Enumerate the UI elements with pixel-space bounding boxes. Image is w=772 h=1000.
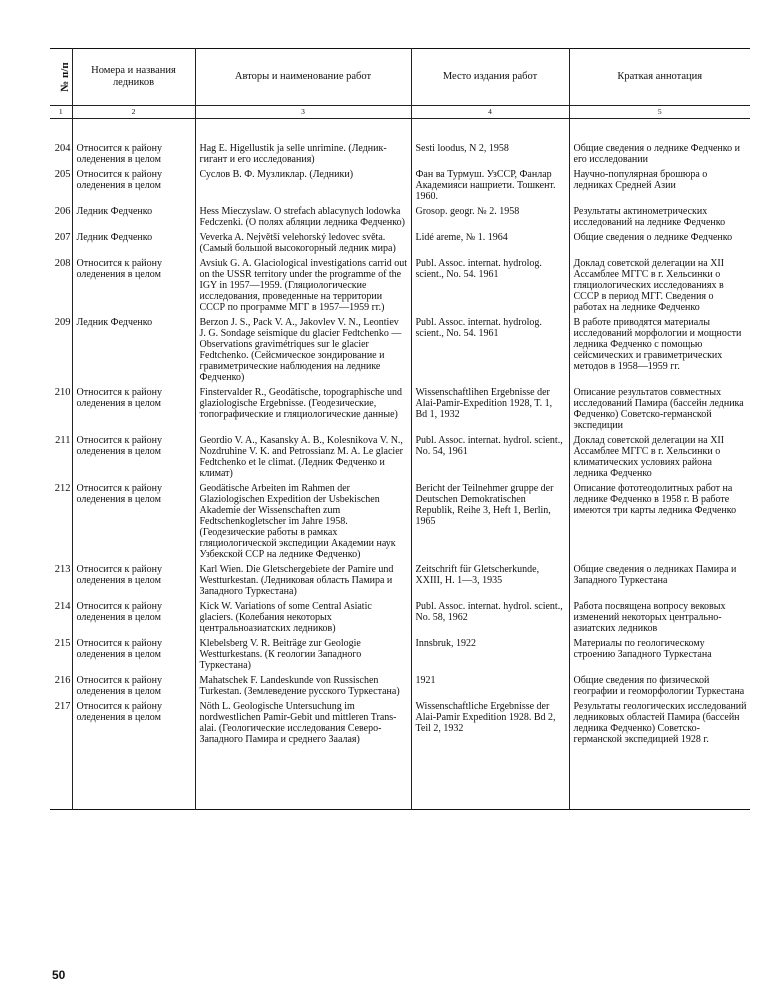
- entry-publication-place: Publ. Assoc. internat. hydrolog. scient., No. 54. 1961: [411, 315, 569, 385]
- entry-number: 211: [55, 435, 71, 446]
- entry-author-title: Berzon J. S., Pack V. A., Jakovlev V. N., Leontiev J. G. Sondage seismique du glacier Fedtchenko — Observations gravimétriques sur le glacier Fedtchenko. (Сейсмическое зондирование и гравиметрические наблюдения на леднике Федченко): [195, 315, 411, 385]
- entry-annotation: Общие сведения по физической географии и геоморфологии Туркестана: [569, 673, 750, 699]
- table-row: [50, 315, 750, 385]
- entry-author-title: Finstervalder R., Geodätische, topographische und glaziologische Ergebnisse. (Геодезические, топографические и гляциологические данные): [195, 385, 411, 433]
- entry-glacier: Относится к району оледенения в целом: [72, 256, 195, 315]
- entry-author-title: Avsiuk G. A. Glaciological investigations carrid out on the USSR territory under the programme of the IGY in 1957—1959. (Гляциологические исследования, проведенные на территории СССР по программе МГГ в 1957—1959 гг.): [195, 256, 411, 315]
- entry-author-title: Суслов В. Ф. Музликлар. (Ледники): [195, 167, 411, 204]
- entry-annotation: Результаты актинометрических исследований на леднике Федченко: [569, 204, 750, 230]
- column-number: 3: [195, 106, 411, 119]
- entry-annotation: Результаты геологических исследований ледниковых областей Памира (бассейн ледника Федченко) Советско-германской экспедицией 1928 г.: [569, 699, 750, 747]
- entry-annotation: Общие сведения о ледниках Памира и Западного Туркестана: [569, 562, 750, 599]
- bibliography-table: [50, 48, 750, 810]
- table-row: [50, 204, 750, 230]
- header-place: Место издания работ: [411, 49, 569, 106]
- entry-number: 210: [54, 387, 71, 398]
- entry-glacier: Ледник Федченко: [72, 204, 195, 230]
- entry-number: 213: [54, 564, 71, 575]
- entry-author-title: Kick W. Variations of some Central Asiatic glaciers. (Колебания некоторых центральноазиатских ледников): [195, 599, 411, 636]
- entry-annotation: Работа посвящена вопросу вековых изменений некоторых центрально-азиатских ледников: [569, 599, 750, 636]
- entry-glacier: Относится к району оледенения в целом: [72, 481, 195, 562]
- entry-author-title: Veverka A. Největší velehorský ledovec světa. (Самый большой высокогорный ледник мира): [195, 230, 411, 256]
- entry-publication-place: Lidé areme, № 1. 1964: [411, 230, 569, 256]
- entry-publication-place: Wissenschaftlihen Ergebnisse der Alai-Pamir-Expedition 1928, T. 1, Bd 1, 1932: [411, 385, 569, 433]
- catalog-page: [50, 48, 750, 810]
- entry-annotation: Описание фототеодолитных работ на леднике Федченко в 1958 г. В работе имеются три карты ледника Федченко: [569, 481, 750, 562]
- entry-author-title: Karl Wien. Die Gletschergebiete der Pamire und Westturkestan. (Ледниковая область Памира и Западного Туркестана): [195, 562, 411, 599]
- entry-publication-place: Фан ва Турмуш. УзССР, Фанлар Академияси нашриети. Тошкент. 1960.: [411, 167, 569, 204]
- entry-glacier: Относится к району оледенения в целом: [72, 673, 195, 699]
- entry-annotation: Описание результатов совместных исследований Памира (бассейн ледника Федченко) Советско-германской экспедиции: [569, 385, 750, 433]
- table-row: [50, 562, 750, 599]
- entry-glacier: Относится к району оледенения в целом: [72, 433, 195, 481]
- entry-annotation: Доклад советской делегации на XII Ассамблее МГГС в г. Хельсинки о гляциологических исследованиях в СССР в период МГГ. Сведения о работах на леднике Федченко: [569, 256, 750, 315]
- entry-publication-place: Zeitschrift für Gletscherkunde, XXIII, H. 1—3, 1935: [411, 562, 569, 599]
- table-row: [50, 699, 750, 747]
- table-row: [50, 256, 750, 315]
- table-row: [50, 481, 750, 562]
- entry-number: 217: [54, 701, 71, 712]
- entry-author-title: Geodätische Arbeiten im Rahmen der Glaziologischen Expedition der Usbekischen Akademie der Wissenschaften zum Fedtschenkogletscher im Jahre 1958. (Геодезические работы в рамках гляциологической экспедиции Академии наук Узбекской ССР на леднике Федченко): [195, 481, 411, 562]
- entry-author-title: Nöth L. Geologische Untersuchung im nordwestlichen Pamir-Gebit und mittleren Trans-alai. (Геологические исследования Северо-Западного Памира и среднего Заалая): [195, 699, 411, 747]
- entry-glacier: Относится к району оледенения в целом: [72, 636, 195, 673]
- table-row: [50, 141, 750, 167]
- entry-publication-place: Innsbruk, 1922: [411, 636, 569, 673]
- entry-number: 215: [54, 638, 71, 649]
- header-annotation: Краткая аннотация: [569, 49, 750, 106]
- entry-number: 212: [54, 483, 71, 494]
- entry-glacier: Относится к району оледенения в целом: [72, 167, 195, 204]
- table-body: [50, 141, 750, 810]
- entry-publication-place: Bericht der Teilnehmer gruppe der Deutschen Demokratischen Republik, Reihe 3, Heft 1, Berlin, 1965: [411, 481, 569, 562]
- table-row: [50, 636, 750, 673]
- entry-glacier: Ледник Федченко: [72, 230, 195, 256]
- entry-publication-place: Publ. Assoc. internat. hydrol. scient., No. 58, 1962: [411, 599, 569, 636]
- entry-publication-place: Publ. Assoc. internat. hydrolog. scient., No. 54. 1961: [411, 256, 569, 315]
- entry-number: 204: [54, 143, 71, 154]
- column-number: 4: [411, 106, 569, 119]
- entry-number: 216: [54, 675, 71, 686]
- entry-publication-place: Wissenschaftliche Ergebnisse der Alai-Pamir Expedition 1928. Bd 2, Teil 2, 1932: [411, 699, 569, 747]
- column-numbers: [50, 106, 750, 142]
- entry-author-title: Geordio V. A., Kasansky A. B., Kolesnikova V. N., Nozdruhine V. K. and Petrossianz M. A. Le glacier Fedtchenko et le climat. (Ледник Федченко и климат): [195, 433, 411, 481]
- entry-annotation: В работе приводятся материалы исследований морфологии и мощности ледника Федченко с помощью сейсмических и гравиметрических методов в 1958—1959 гг.: [569, 315, 750, 385]
- entry-publication-place: Grosop. geogr. № 2. 1958: [411, 204, 569, 230]
- page-number: 50: [52, 968, 66, 982]
- entry-glacier: Относится к району оледенения в целом: [72, 562, 195, 599]
- column-number: 2: [72, 106, 195, 119]
- table-row: [50, 599, 750, 636]
- entry-publication-place: 1921: [411, 673, 569, 699]
- column-number: 1: [50, 106, 72, 119]
- entry-annotation: Материалы по геологическому строению Западного Туркестана: [569, 636, 750, 673]
- table-row: [50, 433, 750, 481]
- table-row: [50, 385, 750, 433]
- entry-number: 206: [54, 206, 71, 217]
- entry-annotation: Научно-популярная брошюра о ледниках Средней Азии: [569, 167, 750, 204]
- entry-number: 205: [54, 169, 71, 180]
- entry-glacier: Относится к району оледенения в целом: [72, 141, 195, 167]
- entry-number: 208: [54, 258, 71, 269]
- table-row: [50, 673, 750, 699]
- entry-number: 209: [54, 317, 71, 328]
- entry-author-title: Hess Mieczyslaw. O strefach ablacynych lodowka Fedczenki. (О полях абляции ледника Федченко): [195, 204, 411, 230]
- entry-number: 214: [54, 601, 71, 612]
- table-header: [50, 49, 750, 106]
- entry-annotation: Общие сведения о леднике Федченко: [569, 230, 750, 256]
- entry-author-title: Mahatschek F. Landeskunde von Russischen Turkestan. (Землеведение русского Туркестана): [195, 673, 411, 699]
- header-author: Авторы и наименование работ: [195, 49, 411, 106]
- table-row: [50, 167, 750, 204]
- entry-number: 207: [54, 232, 71, 243]
- entry-glacier: Ледник Федченко: [72, 315, 195, 385]
- entry-glacier: Относится к району оледенения в целом: [72, 699, 195, 747]
- header-number: № п/п: [58, 61, 71, 92]
- entry-author-title: Klebelsberg V. R. Beiträge zur Geologie Westturkestans. (К геологии Западного Туркестана): [195, 636, 411, 673]
- header-glacier: Номера и названия ледников: [72, 49, 195, 106]
- entry-annotation: Общие сведения о леднике Федченко и его исследовании: [569, 141, 750, 167]
- column-number: 5: [569, 106, 750, 119]
- entry-glacier: Относится к району оледенения в целом: [72, 599, 195, 636]
- entry-publication-place: Sesti loodus, N 2, 1958: [411, 141, 569, 167]
- entry-annotation: Доклад советской делегации на XII Ассамблее МГГС в г. Хельсинки о климатических условиях района ледника Федченко: [569, 433, 750, 481]
- entry-author-title: Hag E. Higellustik ja selle unrimine. (Ледник-гигант и его исследования): [195, 141, 411, 167]
- entry-glacier: Относится к району оледенения в целом: [72, 385, 195, 433]
- entry-publication-place: Publ. Assoc. internat. hydrol. scient., No. 54, 1961: [411, 433, 569, 481]
- table-row: [50, 230, 750, 256]
